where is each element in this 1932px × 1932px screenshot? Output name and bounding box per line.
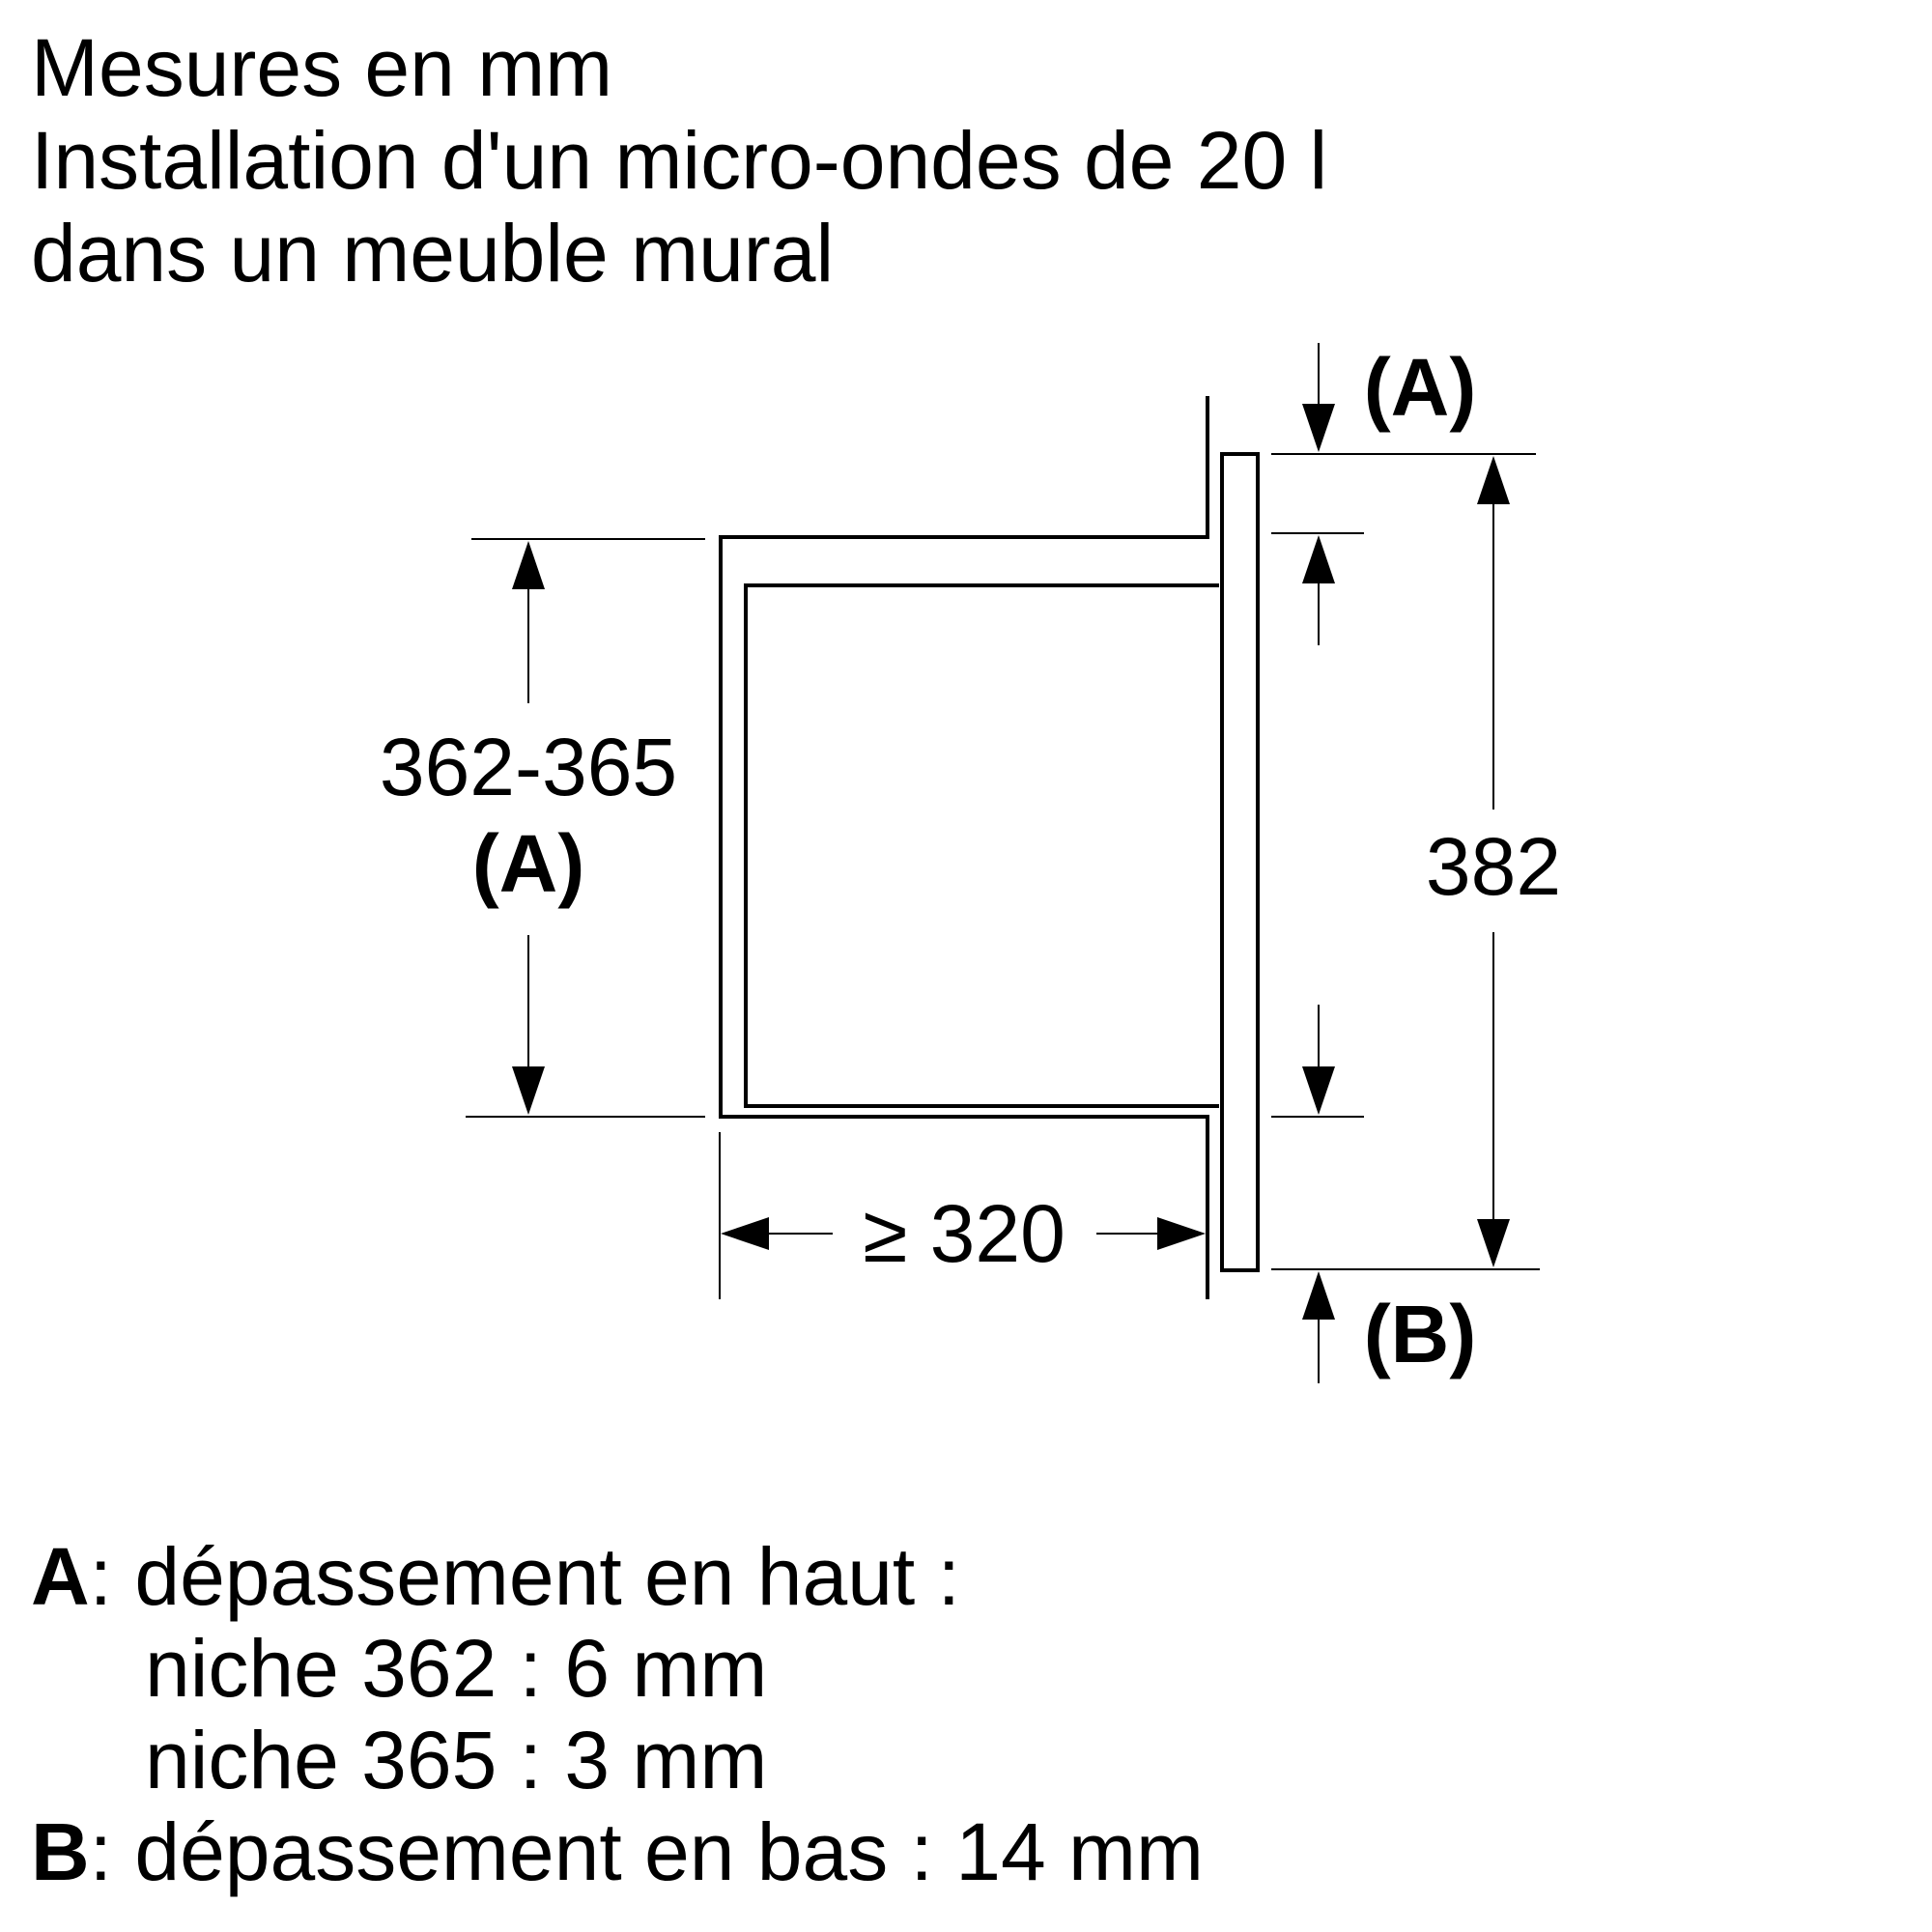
legend-key-b: B — [31, 1806, 90, 1897]
top-overhang-arrow-down — [1302, 404, 1335, 452]
title-line-cabinet: dans un meuble mural — [31, 208, 835, 298]
legend-row-b — [31, 1806, 1204, 1898]
front-height-arrow-up — [1477, 456, 1510, 504]
legend-text-a: : dépassement en haut : — [89, 1531, 960, 1622]
top-overhang-arrow-up — [1302, 535, 1335, 583]
front-height-arrow-down — [1477, 1219, 1510, 1267]
top-overhang-ref-label: (A) — [1363, 342, 1477, 433]
title-line-installation: Installation d'un micro-ondes de 20 l — [31, 115, 1328, 206]
front-height-label: 382 — [1425, 821, 1562, 912]
niche-depth-label: ≥ 320 — [863, 1188, 1065, 1279]
legend-a-niche-365: niche 365 : 3 mm — [145, 1715, 768, 1805]
niche-height-arrow-up — [512, 541, 545, 589]
niche-height-label: 362-365 — [379, 722, 678, 812]
bottom-overhang-ref-label: (B) — [1363, 1289, 1477, 1379]
niche-height-arrow-down — [512, 1066, 545, 1115]
legend-row-a — [31, 1531, 1204, 1623]
legend-text-b: : dépassement en bas : 14 mm — [89, 1806, 1204, 1897]
bottom-overhang-arrow-up — [1302, 1271, 1335, 1320]
legend-a-niche-362: niche 362 : 6 mm — [145, 1623, 768, 1714]
depth-arrow-left — [721, 1217, 769, 1250]
niche-inner-outline — [746, 585, 1219, 1106]
niche-height-ref-label: (A) — [471, 818, 585, 909]
microwave-front-panel — [1222, 454, 1258, 1270]
bottom-niche-arrow-down — [1302, 1066, 1335, 1115]
legend-key-a: A — [31, 1531, 90, 1622]
dimension-legend — [31, 1531, 1204, 1898]
depth-arrow-right — [1157, 1217, 1206, 1250]
cabinet-outline — [721, 396, 1208, 1299]
title-line-units: Mesures en mm — [31, 22, 613, 113]
